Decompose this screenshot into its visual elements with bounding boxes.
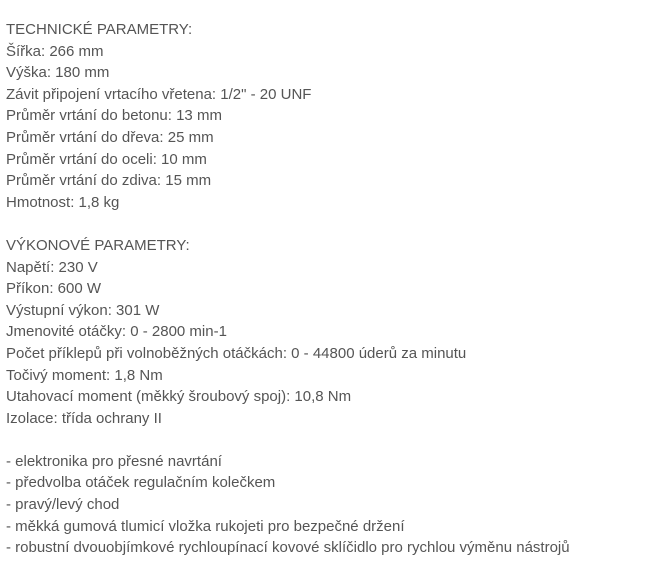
features-list xyxy=(6,451,646,559)
spec-concrete-drilling: Průměr vrtání do betonu: 13 mm xyxy=(6,107,222,125)
spec-output-power: Výstupní výkon: 301 W xyxy=(6,301,160,319)
technical-parameters-heading: TECHNICKÉ PARAMETRY: xyxy=(6,21,193,38)
feature-item: - měkká gumová tlumicí vložka rukojeti pro bezpečné držení xyxy=(6,517,405,535)
spec-tightening-torque: Utahovací moment (měkký šroubový spoj): 10,8 Nm xyxy=(6,388,352,406)
spec-steel-drilling: Průměr vrtání do oceli: 10 mm xyxy=(6,150,207,168)
product-specifications xyxy=(6,19,646,559)
spec-masonry-drilling: Průměr vrtání do zdiva: 15 mm xyxy=(6,172,212,190)
spec-width: Šířka: 266 mm xyxy=(6,42,104,60)
spec-input-power: Příkon: 600 W xyxy=(6,280,102,298)
technical-parameters-section xyxy=(6,19,646,213)
feature-item: - elektronika pro přesné navrtání xyxy=(6,452,222,470)
spec-height: Výška: 180 mm xyxy=(6,64,110,82)
spec-rated-speed: Jmenovité otáčky: 0 - 2800 min-1 xyxy=(6,323,227,341)
spec-voltage: Napětí: 230 V xyxy=(6,258,98,276)
feature-item: - předvolba otáček regulačním kolečkem xyxy=(6,474,276,492)
spec-wood-drilling: Průměr vrtání do dřeva: 25 mm xyxy=(6,128,214,146)
performance-parameters-section xyxy=(6,235,646,429)
section-spacer xyxy=(6,429,646,451)
spec-torque: Točivý moment: 1,8 Nm xyxy=(6,366,163,384)
feature-item: - pravý/levý chod xyxy=(6,496,120,514)
feature-item: - robustní dvouobjímkové rychloupínací kovové sklíčidlo pro rychlou výměnu nástrojů xyxy=(6,539,570,557)
spec-weight: Hmotnost: 1,8 kg xyxy=(6,193,120,211)
spec-insulation: Izolace: třída ochrany II xyxy=(6,409,162,427)
spec-impact-rate: Počet příklepů při volnoběžných otáčkách: 0 - 44800 úderů za minutu xyxy=(6,344,467,362)
spec-spindle-thread: Závit připojení vrtacího vřetena: 1/2" - 20 UNF xyxy=(6,85,312,103)
section-spacer xyxy=(6,213,646,235)
performance-parameters-heading: VÝKONOVÉ PARAMETRY: xyxy=(6,236,190,254)
